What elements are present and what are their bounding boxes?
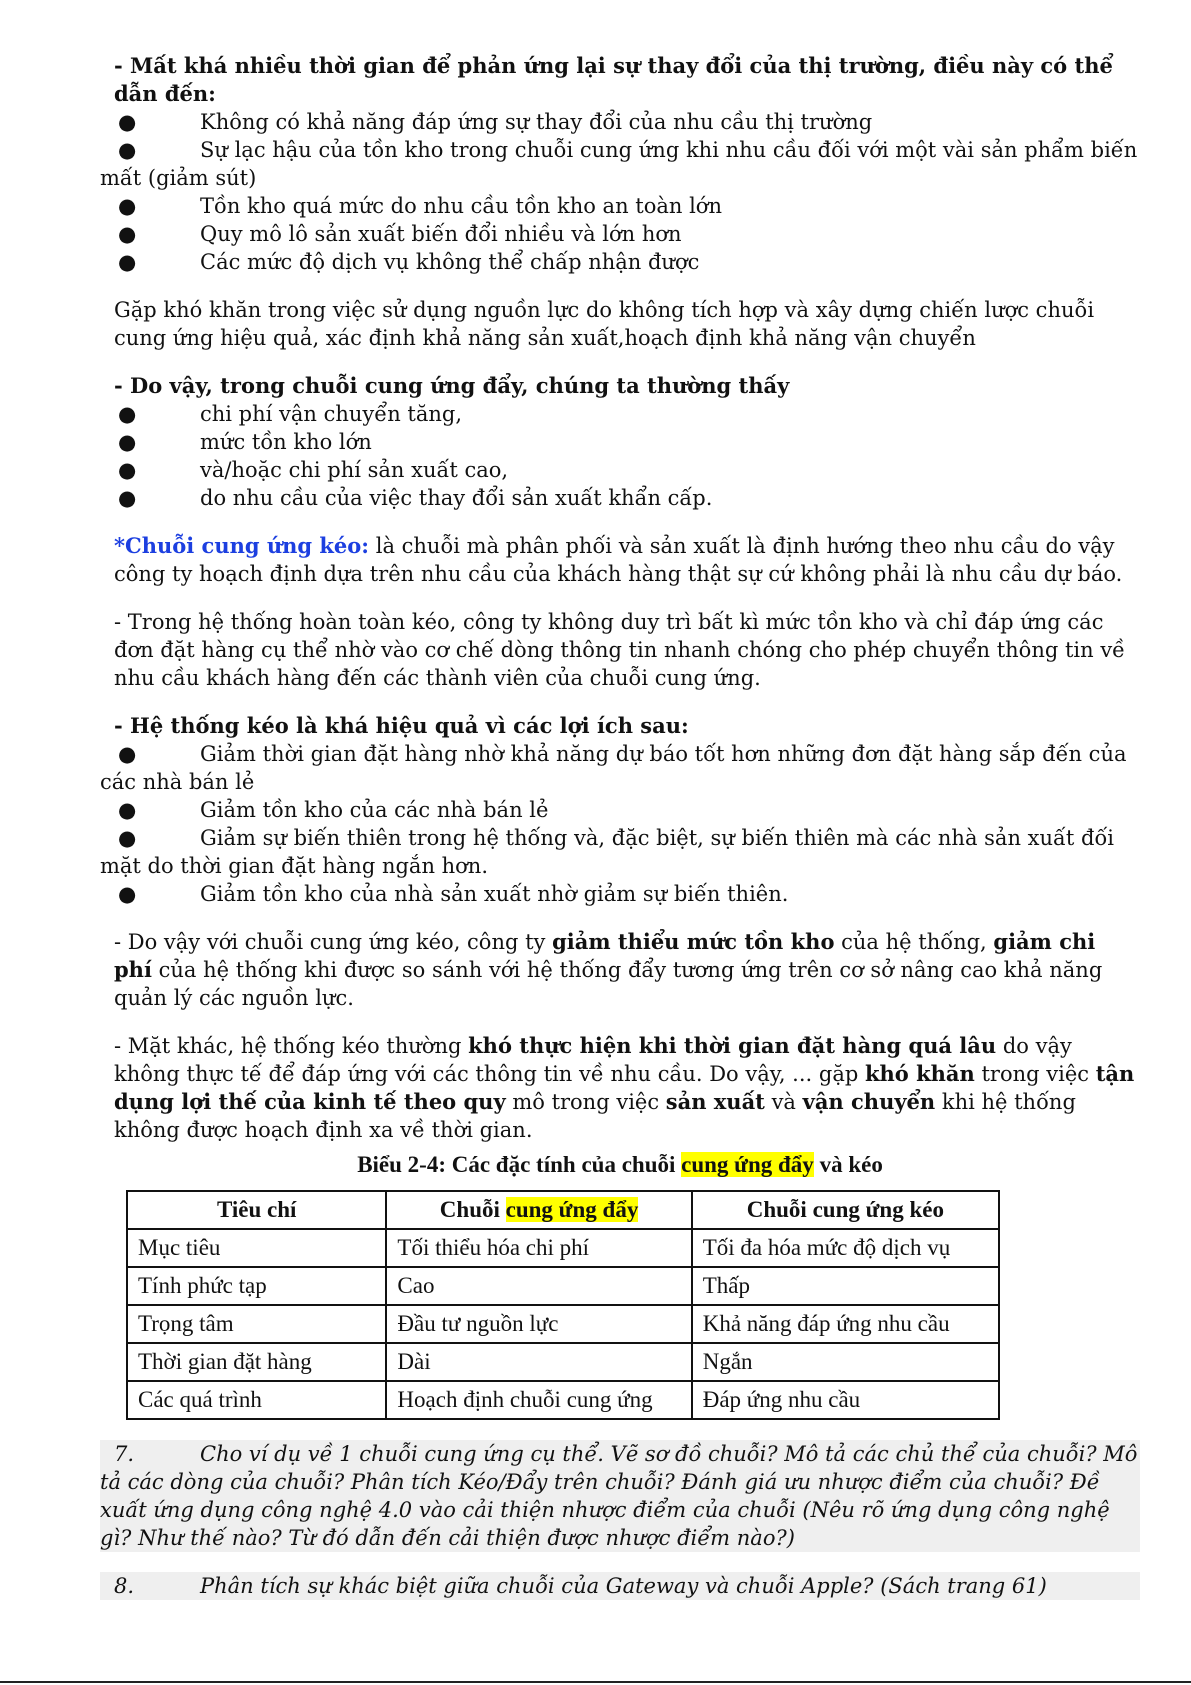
table-cell: Đáp ứng nhu cầu — [692, 1381, 999, 1419]
table-row — [127, 1229, 999, 1267]
comparison-table — [126, 1190, 1000, 1420]
list-item: ● Giảm tồn kho của các nhà bán lẻ — [118, 798, 549, 822]
table-header-row — [127, 1191, 999, 1229]
table-cell: Tối đa hóa mức độ dịch vụ — [692, 1229, 999, 1267]
bullet-icon: ● — [118, 826, 137, 850]
bullet-icon: ● — [118, 742, 137, 766]
table-row — [127, 1381, 999, 1419]
table-cell: Hoạch định chuỗi cung ứng — [386, 1381, 691, 1419]
list-item: ● chi phí vận chuyển tăng, — [118, 402, 463, 426]
table-header-cell: Chuỗi cung ứng đẩy — [386, 1191, 691, 1229]
bullet-icon: ● — [118, 458, 137, 482]
paragraph-difficulty: Gặp khó khăn trong việc sử dụng nguồn lực do không tích hợp và xây dựng chiến lược chuỗi cung ứng hiệu quả, xác định khả năng sản xuất,hoạch định khả năng vận chuyển — [114, 298, 1095, 350]
pull-term: *Chuỗi cung ứng kéo: — [114, 533, 370, 558]
bullet-icon: ● — [118, 798, 137, 822]
table-cell: Thấp — [692, 1267, 999, 1305]
table-cell: Mục tiêu — [127, 1229, 386, 1267]
table-cell: Khả năng đáp ứng nhu cầu — [692, 1305, 999, 1343]
list-item: ● Giảm thời gian đặt hàng nhờ khả năng dự báo tốt hơn những đơn đặt hàng sắp đến của các nhà bán lẻ — [100, 742, 1127, 794]
bullet-icon: ● — [118, 110, 137, 134]
table-header-cell: Chuỗi cung ứng kéo — [692, 1191, 999, 1229]
document-page — [100, 52, 1140, 1600]
question-7: 7. Cho ví dụ về 1 chuỗi cung ứng cụ thể. Vẽ sơ đồ chuỗi? Mô tả các chủ thể của chuỗi? Mô tả các dòng của chuỗi? Phân tích Kéo/Đẩy trên chuỗi? Đánh giá ưu nhược điểm của chuỗi? Đề xuất ứng dụng công nghệ 4.0 vào cải thiện nhược điểm của chuỗi (Nêu rõ ứng dụng công nghệ gì? Như thế nào? Từ đó dẫn đến cải thiện được nhược điểm nào?) — [100, 1440, 1140, 1552]
table-caption: Biểu 2-4: Các đặc tính của chuỗi cung ứng đẩy và kéo — [357, 1152, 883, 1177]
bullet-icon: ● — [118, 138, 137, 162]
question-number: 8. — [114, 1574, 135, 1598]
bullet-icon: ● — [118, 486, 137, 510]
section-heading-pull-benefits: - Hệ thống kéo là khá hiệu quả vì các lợi ích sau: — [114, 713, 689, 738]
paragraph-pull-advantages: - Do vậy với chuỗi cung ứng kéo, công ty giảm thiểu mức tồn kho của hệ thống, giảm chi phí của hệ thống khi được so sánh với hệ thống đẩy tương ứng trên cơ sở nâng cao khả năng quản lý các nguồn lực. — [114, 929, 1103, 1010]
section-heading-push-costs: - Do vậy, trong chuỗi cung ứng đẩy, chúng ta thường thấy — [114, 373, 790, 398]
list-item: ● và/hoặc chi phí sản xuất cao, — [118, 458, 509, 482]
paragraph-pull-system: - Trong hệ thống hoàn toàn kéo, công ty không duy trì bất kì mức tồn kho và chỉ đáp ứng các đơn đặt hàng cụ thể nhờ vào cơ chế dòng thông tin nhanh chóng cho phép chuyển thông tin về nhu cầu khách hàng đến các thành viên của chuỗi cung ứng. — [114, 610, 1126, 690]
table-cell: Ngắn — [692, 1343, 999, 1381]
table-header-cell: Tiêu chí — [127, 1191, 386, 1229]
bullet-icon: ● — [118, 882, 137, 906]
bullet-icon: ● — [118, 250, 137, 274]
table-cell: Tối thiểu hóa chi phí — [386, 1229, 691, 1267]
bullet-icon: ● — [118, 402, 137, 426]
list-item: ● Giảm tồn kho của nhà sản xuất nhờ giảm sự biến thiên. — [118, 882, 789, 906]
table-cell: Tính phức tạp — [127, 1267, 386, 1305]
list-item: ● Tồn kho quá mức do nhu cầu tồn kho an toàn lớn — [118, 194, 722, 218]
page-bottom-rule — [0, 1681, 1191, 1683]
table-cell: Cao — [386, 1267, 691, 1305]
list-item: ● mức tồn kho lớn — [118, 430, 372, 454]
table-row — [127, 1343, 999, 1381]
list-item: ● Sự lạc hậu của tồn kho trong chuỗi cung ứng khi nhu cầu đối với một vài sản phẩm biến mất (giảm sút) — [100, 138, 1138, 190]
list-item: ● Không có khả năng đáp ứng sự thay đổi của nhu cầu thị trường — [118, 110, 873, 134]
table-cell: Dài — [386, 1343, 691, 1381]
bullet-icon: ● — [118, 430, 137, 454]
question-8: 8. Phân tích sự khác biệt giữa chuỗi của Gateway và chuỗi Apple? (Sách trang 61) — [100, 1572, 1140, 1600]
bullet-icon: ● — [118, 222, 137, 246]
question-number: 7. — [114, 1442, 135, 1466]
bullet-icon: ● — [118, 194, 137, 218]
list-item: ● do nhu cầu của việc thay đổi sản xuất khẩn cấp. — [118, 486, 713, 510]
table-cell: Các quá trình — [127, 1381, 386, 1419]
paragraph-pull-definition: *Chuỗi cung ứng kéo: là chuỗi mà phân phối và sản xuất là định hướng theo nhu cầu do vậy công ty hoạch định dựa trên nhu cầu của khách hàng thật sự cứ không phải là nhu cầu dự báo. — [114, 533, 1123, 586]
table-cell: Thời gian đặt hàng — [127, 1343, 386, 1381]
list-item: ● Giảm sự biến thiên trong hệ thống và, đặc biệt, sự biến thiên mà các nhà sản xuất đối mặt do thời gian đặt hàng ngắn hơn. — [100, 826, 1115, 878]
table-row — [127, 1267, 999, 1305]
table-cell: Trọng tâm — [127, 1305, 386, 1343]
paragraph-pull-drawbacks: - Mặt khác, hệ thống kéo thường khó thực hiện khi thời gian đặt hàng quá lâu do vậy không thực tế để đáp ứng với các thông tin về nhu cầu. Do vậy, ... gặp khó khăn trong việc tận dụng lợi thế của kinh tế theo quy mô trong việc sản xuất và vận chuyển khi hệ thống không được hoạch định xa về thời gian. — [114, 1033, 1135, 1142]
list-item: ● Các mức độ dịch vụ không thể chấp nhận được — [118, 250, 700, 274]
list-item: ● Quy mô lô sản xuất biến đổi nhiều và lớn hơn — [118, 222, 682, 246]
section-heading-push-delay: - Mất khá nhiều thời gian để phản ứng lại sự thay đổi của thị trường, điều này có thể dẫn đến: — [114, 53, 1113, 106]
table-row — [127, 1305, 999, 1343]
table-cell: Đầu tư nguồn lực — [386, 1305, 691, 1343]
